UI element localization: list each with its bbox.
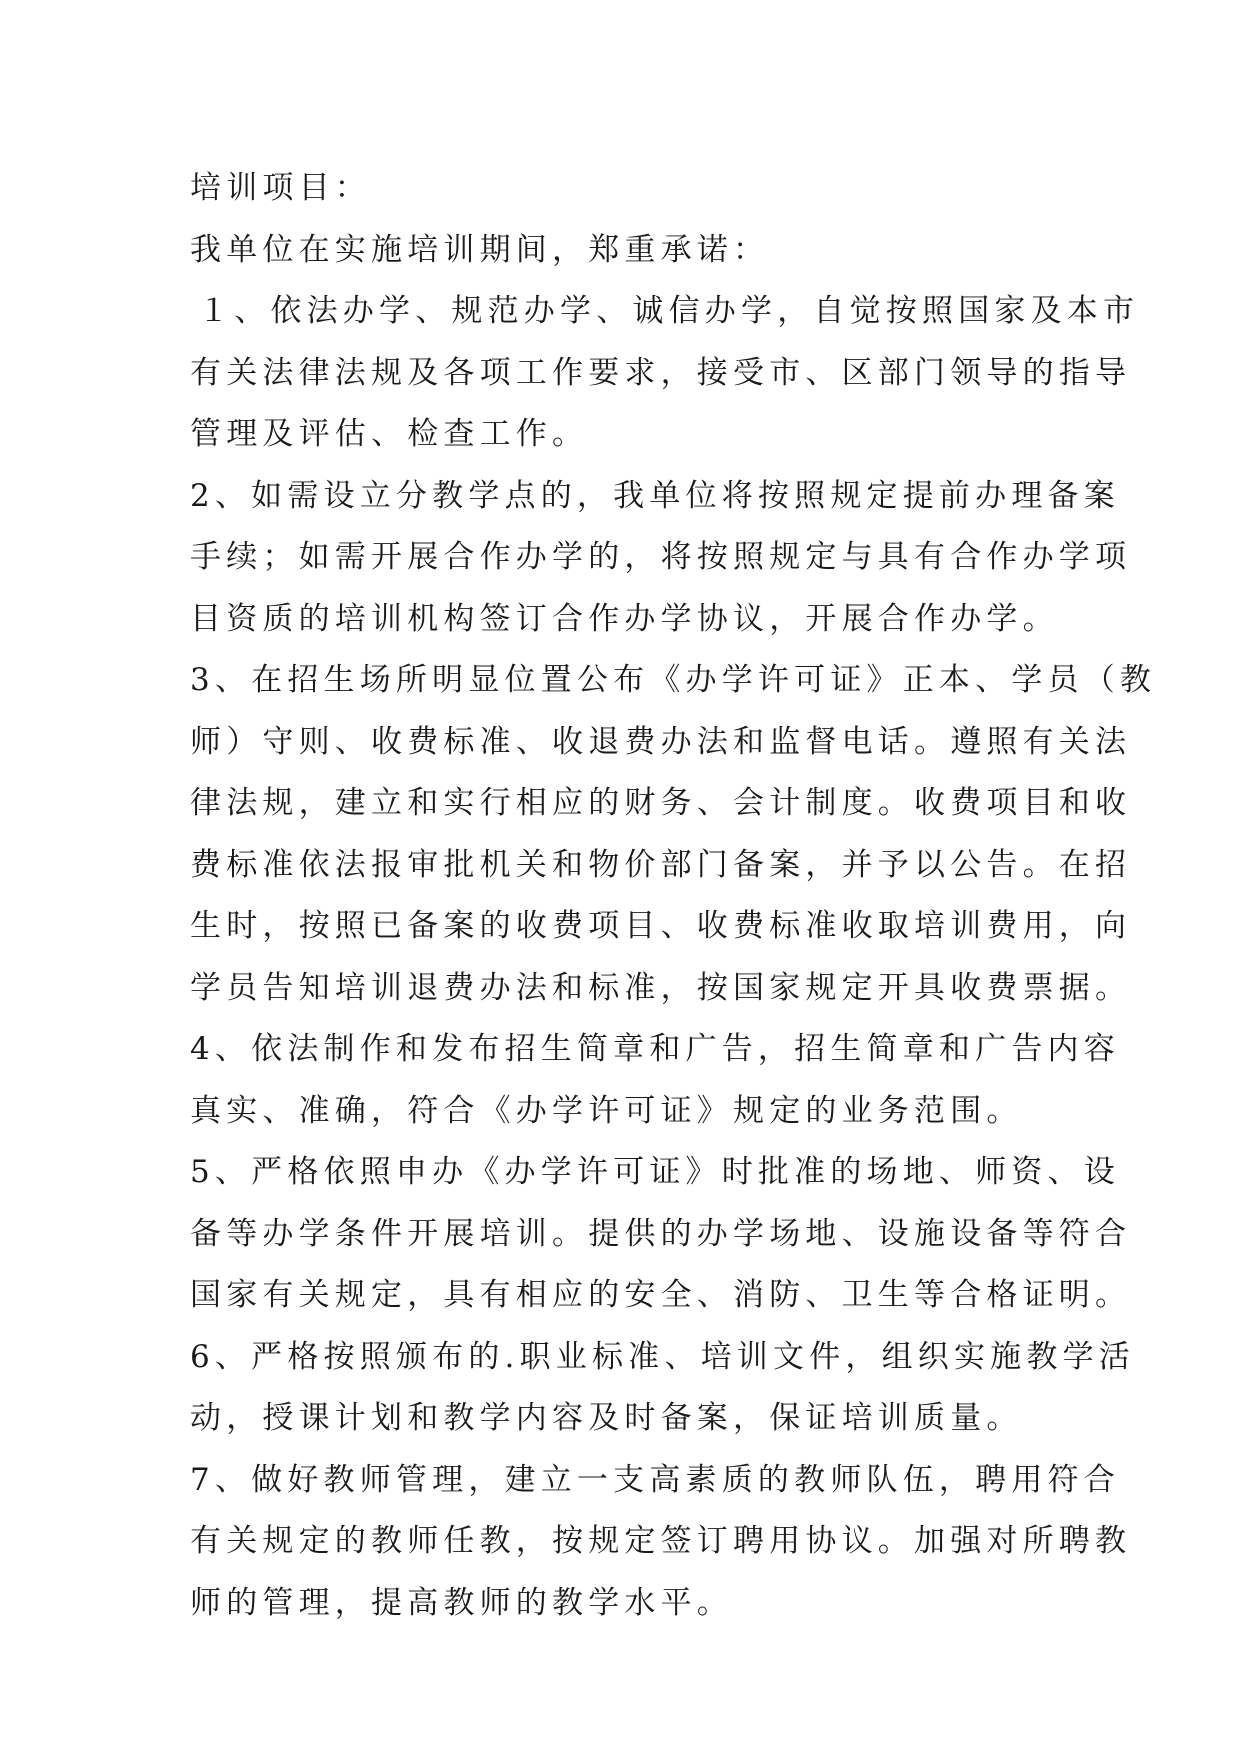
item-2-line-1: 2、如需设立分教学点的，我单位将按照规定提前办理备案 [190,477,1120,514]
item-6-line-2: 动，授课计划和教学内容及时备案，保证培训质量。 [190,1400,1023,1436]
item-7-line-1: 7、做好教师管理，建立一支高素质的教师队伍，聘用符合 [190,1461,1120,1498]
item-3-line-3: 律法规，建立和实行相应的财务、会计制度。收费项目和收 [190,785,1132,821]
item-1-line-3: 管理及评估、检查工作。 [190,416,589,452]
item-3-line-5: 生时，按照已备案的收费项目、收费标准收取培训费用，向 [190,908,1132,944]
project-title-line: 培训项目： [190,170,371,206]
item-3-line-4: 费标准依法报审批机关和物价部门备案，并予以公告。在招 [190,846,1132,883]
item-6-line-1: 6、严格按照颁布的.职业标准、培训文件，组织实施教学活 [190,1338,1135,1375]
item-3-line-6: 学员告知培训退费办法和标准，按国家规定开具收费票据。 [190,969,1132,1006]
item-1-line-1: １、依法办学、规范办学、诚信办学，自觉按照国家及本市 [198,293,1140,329]
item-2-line-2: 手续；如需开展合作办学的，将按照规定与具有合作办学项 [190,539,1132,575]
item-5-line-1: 5、严格依照申办《办学许可证》时批准的场地、师资、设 [190,1154,1120,1190]
item-5-line-2: 备等办学条件开展培训。提供的办学场地、设施设备等符合 [190,1215,1132,1252]
item-1-line-2: 有关法律法规及各项工作要求，接受市、区部门领导的指导 [190,354,1132,391]
item-4-line-1: 4、依法制作和发布招生简章和广告，招生简章和广告内容 [190,1031,1120,1067]
item-3-line-1: 3、在招生场所明显位置公布《办学许可证》正本、学员（教 [190,662,1157,698]
item-3-line-2: 师）守则、收费标准、收退费办法和监督电话。遵照有关法 [190,723,1132,760]
item-2-line-3: 目资质的培训机构签订合作办学协议，开展合作办学。 [190,600,1059,637]
commitment-intro-line: 我单位在实施培训期间，郑重承诺： [190,231,770,268]
item-4-line-2: 真实、准确，符合《办学许可证》规定的业务范围。 [190,1092,1023,1129]
item-7-line-3: 师的管理，提高教师的教学水平。 [190,1584,733,1621]
commitment-text-block [190,158,1157,1634]
item-7-line-2: 有关规定的教师任教，按规定签订聘用协议。加强对所聘教 [190,1523,1132,1559]
item-5-line-3: 国家有关规定，具有相应的安全、消防、卫生等合格证明。 [190,1277,1132,1313]
